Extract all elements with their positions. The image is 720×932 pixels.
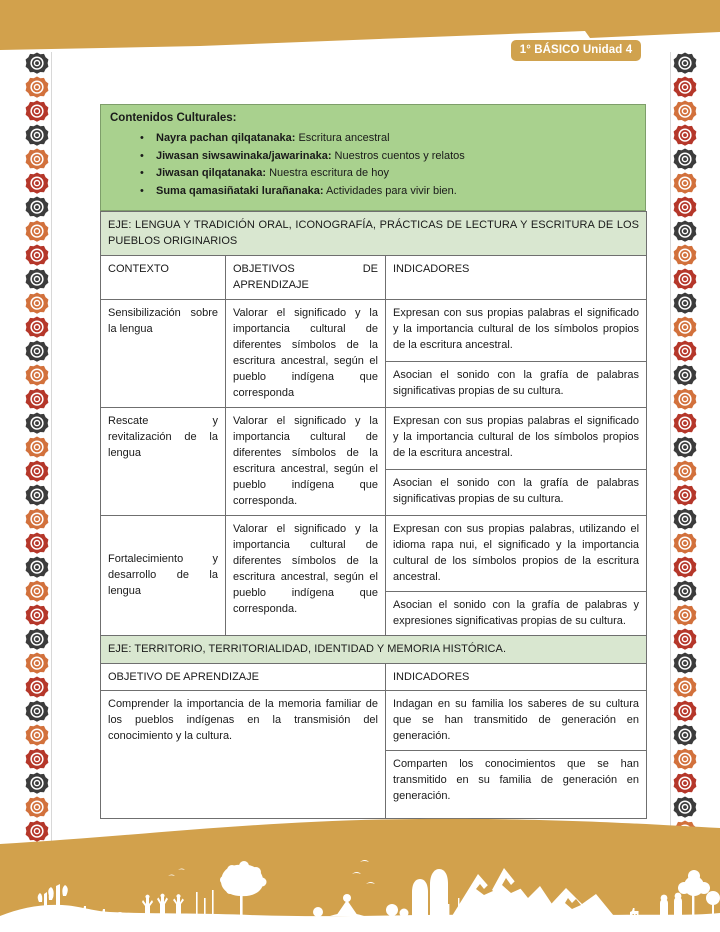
objetivo-cell: Comprender la importancia de la memoria familiar de los pueblos indígenas en la transmisión del conocimiento y la cultura. [101, 691, 386, 819]
table-row [101, 516, 647, 592]
cultural-desc: Nuestros cuentos y relatos [331, 149, 465, 162]
eje-1-header-row [101, 256, 647, 300]
eje-1-band: EJE: LENGUA Y TRADICIÓN ORAL, ICONOGRAFÍA, PRÁCTICAS DE LECTURA Y ESCRITURA DE LOS PUEBLOS ORIGINARIOS [101, 212, 647, 256]
right-decorative-border [668, 52, 702, 842]
left-motif-chain-icon [24, 52, 50, 842]
indicador-cell: Expresan con sus propias palabras el significado y la importancia cultural de los símbolos propios de la escritura ancestral. [386, 408, 647, 470]
indicador-cell: Expresan con sus propias palabras el significado y la importancia cultural de los símbolos propios de la escritura ancestral. [386, 300, 647, 362]
column-header-objetivo: OBJETIVO DE APRENDIZAJE [101, 664, 386, 691]
indicador-cell: Indagan en su familia los saberes de su cultura que se han transmitido de generación en generación. [386, 691, 647, 751]
bullet-icon: • [140, 184, 144, 197]
left-decorative-border [20, 52, 54, 842]
objetivo-cell: Valorar el significado y la importancia cultural de diferentes símbolos de la escritura ancestral, según el pueblo indígena que corresponda [226, 300, 386, 408]
footer-landscape-band [0, 812, 720, 932]
eje-2-table [100, 635, 647, 819]
contexto-cell: Sensibilización sobre la lengua [101, 300, 226, 408]
contexto-cell: Rescate y revitalización de la lengua [101, 408, 226, 516]
eje-2-band-row [101, 636, 647, 664]
eje-1-band-row [101, 212, 647, 256]
contexto-cell: Fortalecimiento y desarrollo de la lengua [101, 516, 226, 636]
cultural-term: Nayra pachan qilqatanaka: [156, 132, 296, 144]
cultural-desc: Actividades para vivir bien. [323, 184, 457, 197]
table-row [101, 691, 647, 751]
bullet-icon: • [140, 132, 144, 144]
indicador-cell: Expresan con sus propias palabras, utilizando el idioma rapa nui, el significado y la importancia cultural de los símbolos propios de la escritura ancestral. [386, 516, 647, 592]
objetivo-cell: Valorar el significado y la importancia cultural de diferentes símbolos de la escritura ancestral, según el pueblo indígena que corresponda. [226, 516, 386, 636]
cultural-contents-title: Contenidos Culturales: [110, 112, 237, 124]
eje-2-band: EJE: TERRITORIO, TERRITORIALIDAD, IDENTIDAD Y MEMORIA HISTÓRICA. [101, 636, 647, 664]
cultural-term: Jiwasan siwsawinaka/jawarinaka: [156, 149, 332, 162]
column-header-indicadores: INDICADORES [386, 664, 647, 691]
column-header-indicadores: INDICADORES [386, 256, 647, 300]
objetivo-cell: Valorar el significado y la importancia cultural de diferentes símbolos de la escritura ancestral, según el pueblo indígena que corresponda. [226, 408, 386, 516]
table-row [101, 300, 647, 362]
cultural-contents-list [110, 131, 636, 199]
left-vertical-rule [51, 52, 52, 842]
cultural-term: Suma qamasiñataki lurañanaka: [156, 184, 324, 197]
list-item [110, 149, 636, 165]
eje-1-table [100, 211, 647, 636]
eje-2-header-row [101, 664, 647, 691]
indicador-cell: Asocian el sonido con la grafía de palabras significativas propias de su cultura. [386, 362, 647, 408]
right-vertical-rule [670, 52, 671, 842]
cultural-term: Jiwasan qilqatanaka: [156, 167, 267, 179]
cultural-contents-box [100, 104, 646, 211]
unit-badge: 1° BÁSICO Unidad 4 [511, 40, 641, 61]
bullet-icon: • [140, 149, 144, 162]
cultural-desc: Nuestra escritura de hoy [266, 167, 389, 179]
column-header-contexto: CONTEXTO [101, 256, 226, 300]
indicador-cell: Asocian el sonido con la grafía de palabras y expresiones significativas propias de su cultura. [386, 592, 647, 636]
list-item [110, 166, 636, 182]
indicador-cell: Comparten los conocimientos que se han transmitido en su familia de generación en generación. [386, 751, 647, 819]
document-content [100, 104, 646, 819]
bullet-icon: • [140, 167, 144, 179]
cultural-desc: Escritura ancestral [295, 132, 390, 144]
list-item [110, 131, 636, 147]
column-header-objetivos: OBJETIVOS DE APRENDIZAJE [226, 256, 386, 300]
table-row [101, 408, 647, 470]
indicador-cell: Asocian el sonido con la grafía de palabras significativas propias de su cultura. [386, 470, 647, 516]
right-motif-chain-icon [672, 52, 698, 842]
list-item [110, 184, 636, 200]
